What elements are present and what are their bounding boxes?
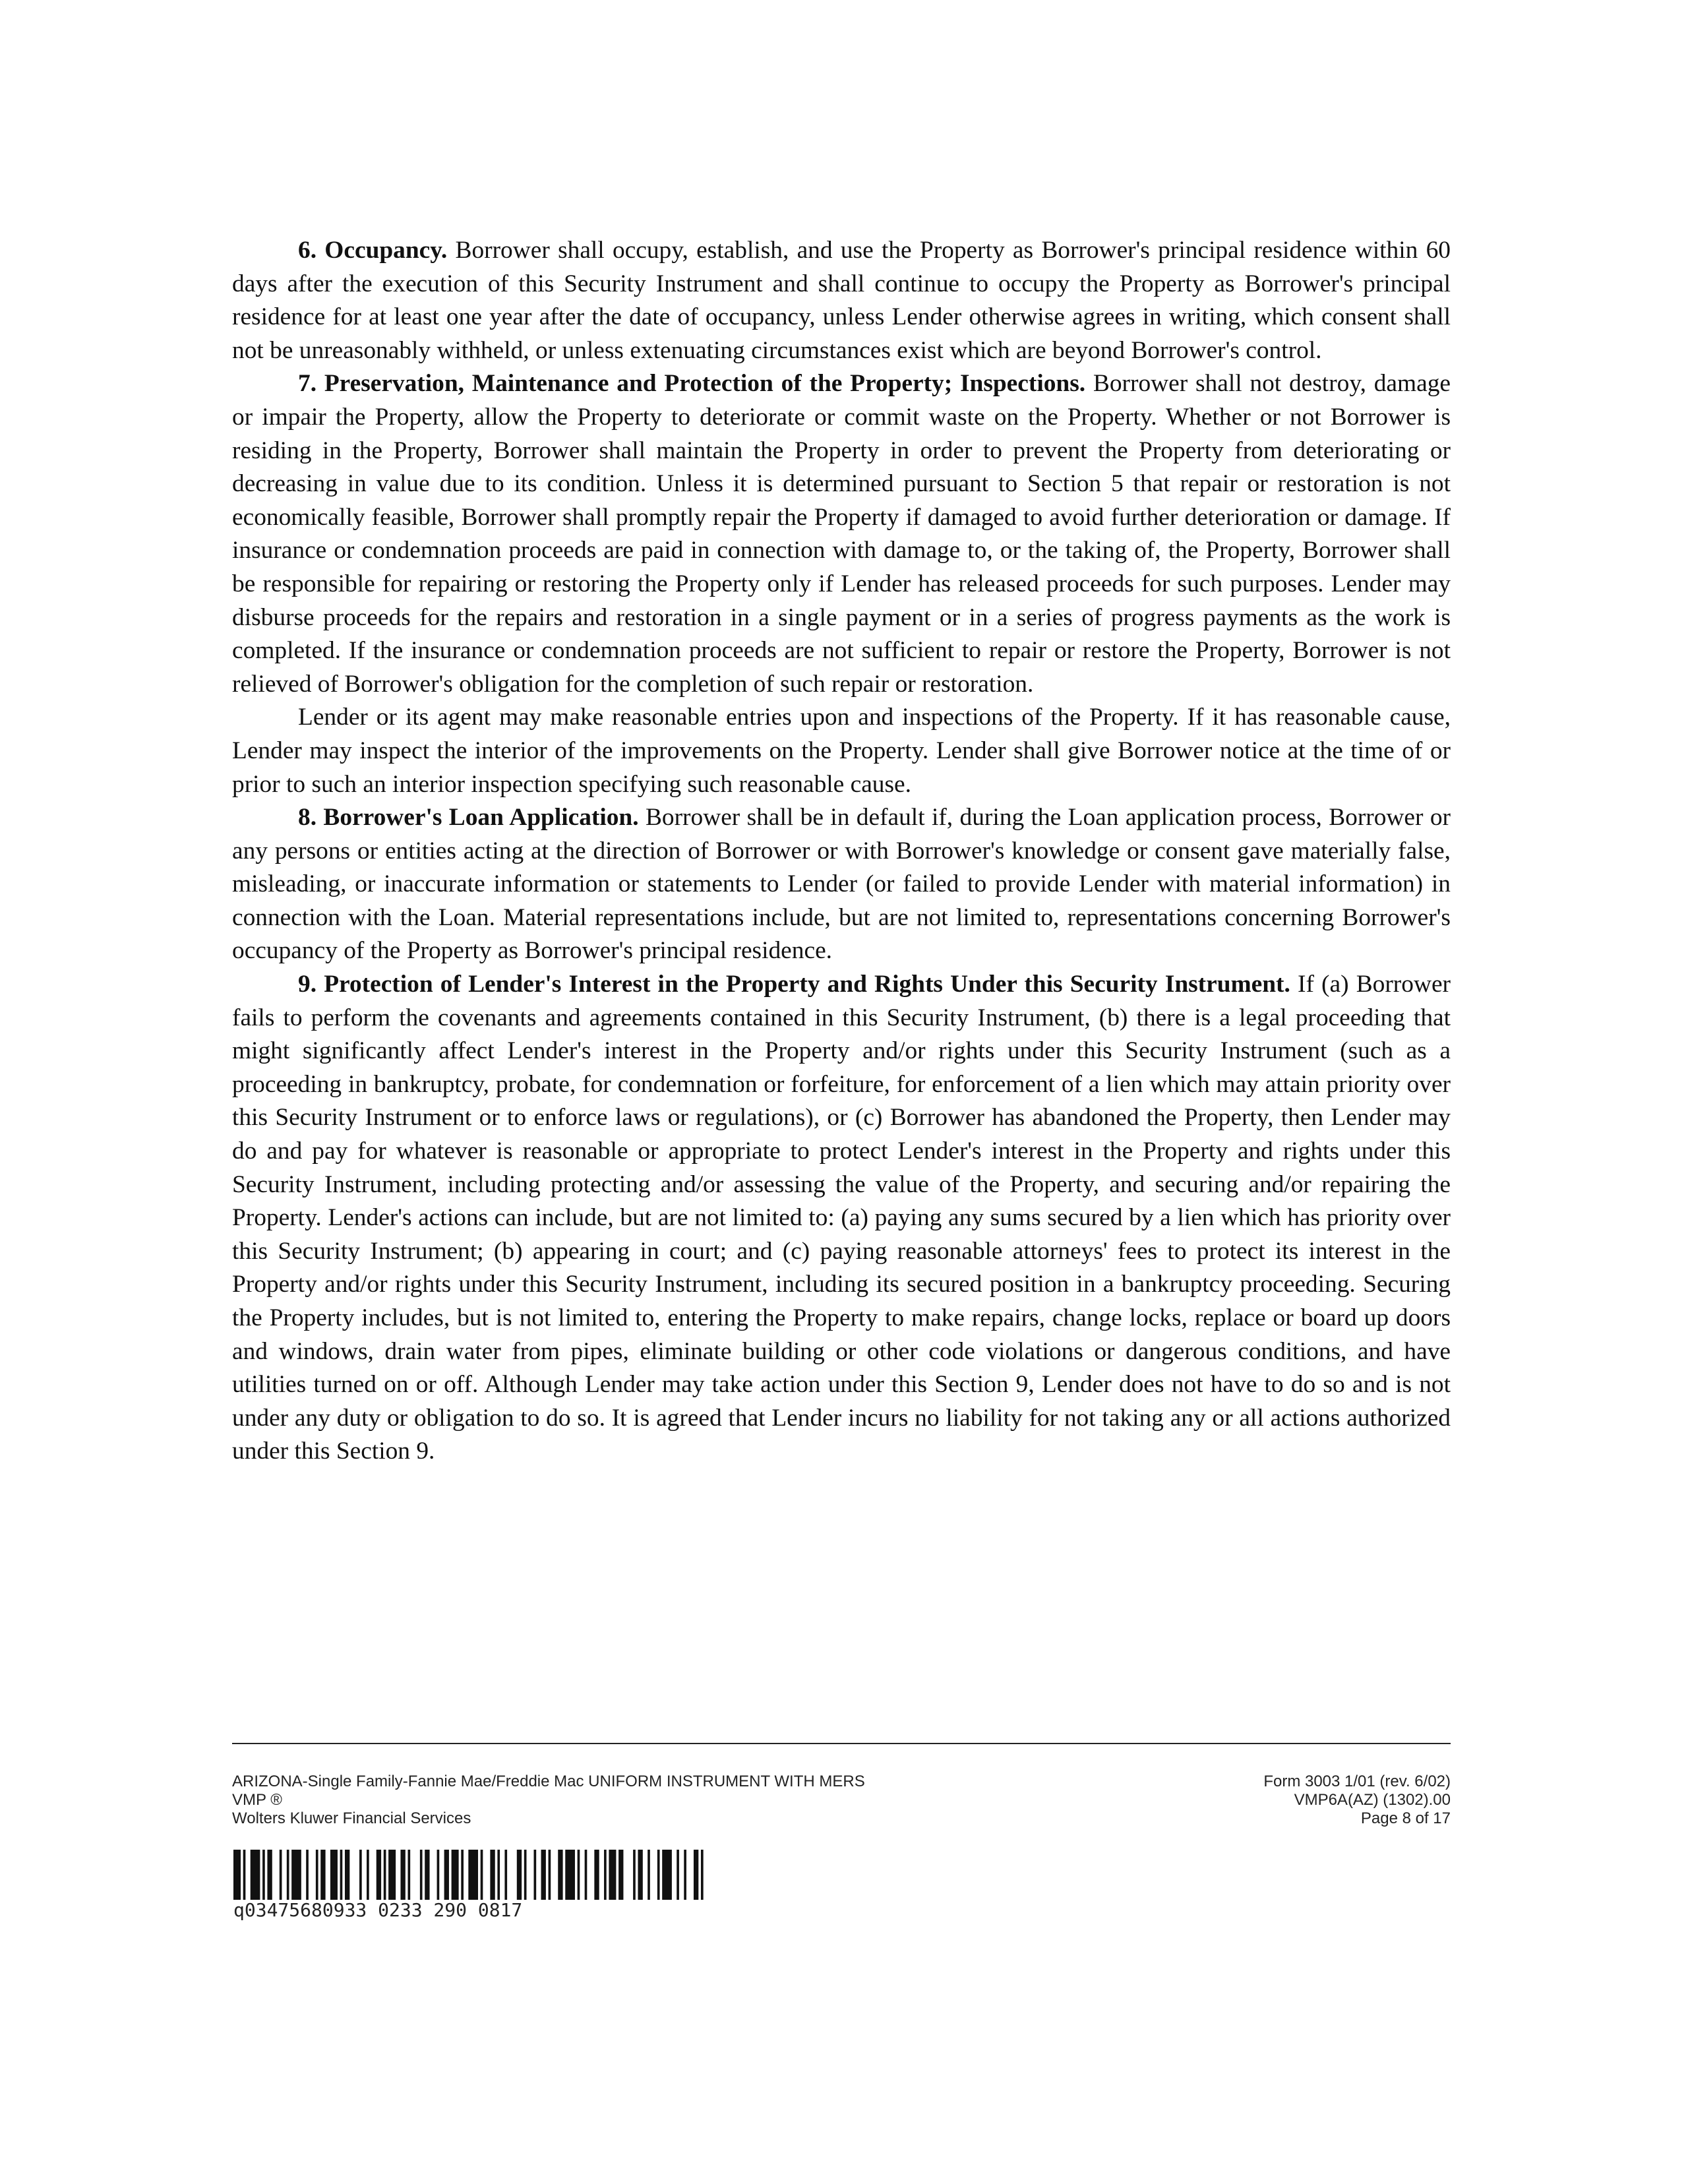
- barcode-bar: [420, 1850, 423, 1900]
- barcode-bar: [657, 1850, 660, 1900]
- barcode-bar: [534, 1850, 537, 1900]
- barcode-bar: [565, 1850, 575, 1900]
- barcode-bar: [384, 1850, 386, 1900]
- barcode-bar: [425, 1850, 429, 1900]
- barcode-bar: [316, 1850, 318, 1900]
- barcode-bar: [243, 1850, 246, 1900]
- barcode-bar: [694, 1850, 698, 1900]
- barcode-bar: [497, 1850, 500, 1900]
- barcode-bar: [267, 1850, 272, 1900]
- section-7-heading: 7. Preservation, Maintenance and Protection of the Property; Inspections.: [298, 370, 1086, 398]
- barcode-bar: [367, 1850, 369, 1900]
- section-6-text: Borrower shall occupy, establish, and use the Property as Borrower's principal residence within 60 days after the execution of this Security Instrument and shall continue to occupy the Property as Borrower's principal residence for at least one year after the date of occupancy, unless Lender otherwise agrees in writing, which consent shall not be unreasonably withheld, or unless extenuating circumstances exist which are beyond Borrower's control.: [232, 237, 1451, 364]
- footer-form-number: Form 3003 1/01 (rev. 6/02): [1263, 1773, 1451, 1790]
- barcode-bar: [618, 1850, 623, 1900]
- footer-right: [989, 1773, 1451, 1828]
- footer-vmp: VMP ®: [232, 1791, 282, 1809]
- barcode-bar: [594, 1850, 599, 1900]
- barcode-bar: [400, 1850, 405, 1900]
- barcode-bar: [684, 1850, 686, 1900]
- barcode-bar: [549, 1850, 551, 1900]
- barcode-bar: [662, 1850, 672, 1900]
- barcode-bar: [558, 1850, 562, 1900]
- barcode-bar: [340, 1850, 343, 1900]
- footer-left: [232, 1773, 1023, 1828]
- barcode-bar: [306, 1850, 309, 1900]
- barcode-bar: [481, 1850, 483, 1900]
- barcode-bar: [638, 1850, 642, 1900]
- barcode-bar: [524, 1850, 527, 1900]
- barcode-bar: [578, 1850, 580, 1900]
- barcode-bar: [452, 1850, 459, 1900]
- section-9-protection: [232, 968, 1451, 1469]
- section-7-text: Borrower shall not destroy, damage or impair the Property, allow the Property to deteriorate or commit waste on the Property. Whether or not Borrower is residing in the Property, Borrower shall maintain the Property in order to prevent the Property from deteriorating or decreasing in value due to its condition. Unless it is determined pursuant to Section 5 that repair or restoration is not economically feasible, Borrower shall promptly repair the Property if damaged to avoid further deterioration or damage. If insurance or condemnation proceeds are paid in connection with damage to, or the taking of, the Property, Borrower shall be responsible for repairing or restoring the Property only if Lender has released proceeds for such purposes. Lender may disburse proceeds for the repairs and restoration in a single payment or in a series of progress payments as the work is completed. If the insurance or condemnation proceeds are not sufficient to repair or restore the Property, Borrower is not relieved of Borrower's obligation for the completion of such repair or restoration.: [232, 370, 1451, 698]
- barcode-bar: [609, 1850, 616, 1900]
- section-8-loan-application: [232, 801, 1451, 968]
- barcode-bar: [359, 1850, 362, 1900]
- barcode-bar: [701, 1850, 704, 1900]
- barcode-bar: [251, 1850, 260, 1900]
- barcode-bar: [604, 1850, 607, 1900]
- barcode-bar: [677, 1850, 679, 1900]
- section-6-heading: 6. Occupancy.: [298, 237, 448, 264]
- section-7-inspections-text: Lender or its agent may make reasonable entries upon and inspections of the Property. If it has reasonable cause, Lender may inspect the interior of the improvements on the Property. Lender shall give Borrower notice at the time of or prior to such an interior inspection specifying such reasonable cause.: [232, 704, 1451, 798]
- barcode-bar: [633, 1850, 636, 1900]
- barcode-bar: [461, 1850, 464, 1900]
- footer-publisher: Wolters Kluwer Financial Services: [232, 1809, 471, 1827]
- barcode-bar: [504, 1850, 507, 1900]
- section-9-text: If (a) Borrower fails to perform the covenants and agreements contained in this Security Instrument, (b) there is a legal proceeding that might significantly affect Lender's interest in the Property and/or rights under this Security Instrument (such as a proceeding in bankruptcy, probate, for condemnation or forfeiture, for enforcement of a lien which may attain priority over this Security Instrument or to enforce laws or regulations), or (c) Borrower has abandoned the Property, then Lender may do and pay for whatever is reasonable or appropriate to protect Lender's interest in the Property and rights under this Security Instrument, including protecting and/or assessing the value of the Property, and securing and/or repairing the Property. Lender's actions can include, but are not limited to: (a) paying any sums secured by a lien which has priority over this Security Instrument; (b) appearing in court; and (c) paying reasonable attorneys' fees to protect its interest in the Property and/or rights under this Security Instrument, including its secured position in a bankruptcy proceeding. Securing the Property includes, but is not limited to, entering the Property to make repairs, change locks, replace or board up doors and windows, drain water from pipes, eliminate building or other code violations or dangerous conditions, and have utilities turned on or off. Although Lender may take action under this Section 9, Lender does not have to do so and is not under any duty or obligation to do so. It is agreed that Lender incurs no liability for not taking any or all actions authorized under this Section 9.: [232, 971, 1451, 1465]
- barcode-bar: [517, 1850, 522, 1900]
- barcode-number: q03475680933 0233 290 0817: [233, 1899, 523, 1921]
- barcode-bar: [280, 1850, 282, 1900]
- barcode-bar: [648, 1850, 650, 1900]
- section-7-inspections-paragraph: [232, 701, 1451, 801]
- footer-form-code: VMP6A(AZ) (1302).00: [1294, 1791, 1451, 1809]
- barcode-bar: [468, 1850, 478, 1900]
- footer-form-title: ARIZONA-Single Family-Fannie Mae/Freddie Mac UNIFORM INSTRUMENT WITH MERS: [232, 1773, 865, 1790]
- barcode-bar: [330, 1850, 338, 1900]
- barcode-bar: [444, 1850, 449, 1900]
- section-9-heading: 9. Protection of Lender's Interest in the Property and Rights Under this Security Instrument.: [298, 971, 1290, 998]
- barcode-bar: [287, 1850, 289, 1900]
- barcode-bar: [377, 1850, 381, 1900]
- barcode-bar: [388, 1850, 396, 1900]
- section-7-preservation: [232, 367, 1451, 701]
- footer-page-label: Page 8 of 17: [1360, 1809, 1451, 1827]
- document-body: [232, 234, 1451, 1469]
- barcode-bar: [407, 1850, 410, 1900]
- barcode-bar: [233, 1850, 241, 1900]
- section-6-occupancy: [232, 234, 1451, 367]
- barcode-icon: [233, 1850, 708, 1900]
- barcode-bar: [490, 1850, 495, 1900]
- barcode-bar: [345, 1850, 349, 1900]
- footer-divider: [232, 1743, 1451, 1744]
- barcode-bar: [585, 1850, 588, 1900]
- barcode-bar: [437, 1850, 440, 1900]
- section-8-heading: 8. Borrower's Loan Application.: [298, 804, 639, 832]
- section-8-text: Borrower shall be in default if, during the Loan application process, Borrower or any persons or entities acting at the direction of Borrower or with Borrower's knowledge or consent gave materially false, misleading, or inaccurate information or statements to Lender (or failed to provide Lender with material information) in connection with the Loan. Material representations include, but are not limited to, representations concerning Borrower's occupancy of the Property as Borrower's principal residence.: [232, 804, 1451, 965]
- barcode-bar: [541, 1850, 546, 1900]
- barcode-bar: [291, 1850, 301, 1900]
- barcode-bar: [262, 1850, 265, 1900]
- barcode-bar: [320, 1850, 325, 1900]
